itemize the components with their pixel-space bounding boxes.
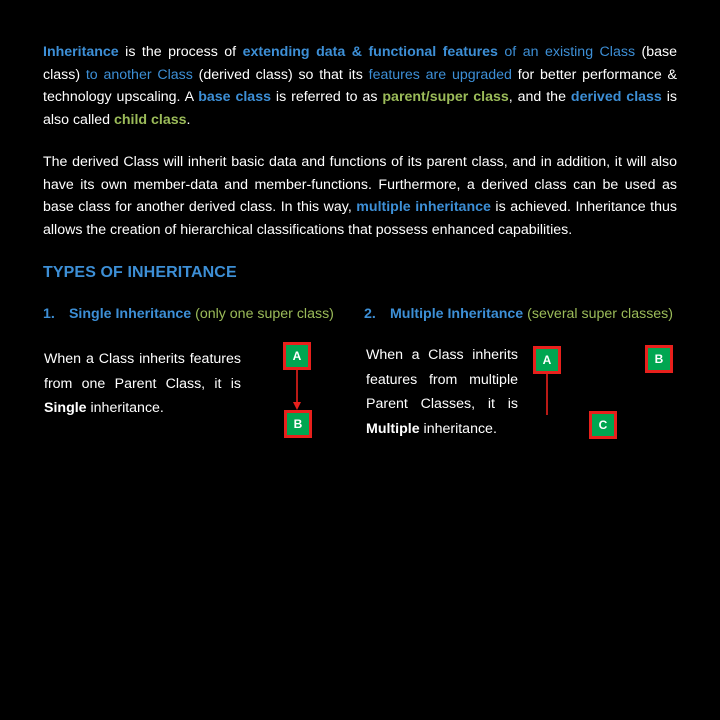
highlighted-text: parent/super class	[382, 89, 509, 106]
multiple-inheritance-description	[366, 343, 518, 441]
multiple-inheritance-note: (several super classes)	[523, 306, 673, 322]
multiple-inheritance-title	[364, 304, 673, 324]
single-desc-text: When a Class inherits features from one Parent Class, it is	[44, 351, 241, 392]
single-inheritance-number: 1.	[43, 306, 55, 322]
body-text: is referred to as	[270, 89, 383, 106]
highlighted-text: derived class	[570, 89, 662, 106]
multiple-desc-bold: Multiple	[366, 420, 420, 437]
multiple-inheritance-name: Multiple Inheritance	[389, 306, 524, 322]
highlighted-text: Inheritance	[43, 44, 119, 60]
single-inheritance-description	[44, 347, 241, 421]
highlighted-text: child class	[113, 112, 187, 129]
body-text: for better performance & technology upscaling. A	[43, 66, 677, 106]
multiple-class-b-node: B	[645, 345, 673, 373]
multiple-class-c-node: C	[589, 411, 617, 439]
highlighted-text: multiple inheritance	[356, 199, 491, 216]
highlighted-text: to another Class	[85, 66, 193, 83]
highlighted-text: base class	[198, 89, 271, 106]
multiple-desc-tail: inheritance.	[419, 420, 497, 437]
multiple-desc-text: When a Class inherits features from multiple Parent Classes, it is	[366, 347, 518, 412]
details-paragraph	[43, 151, 677, 242]
single-inheritance-name: Single Inheritance	[68, 306, 192, 322]
multiple-inheritance-number: 2.	[364, 306, 376, 322]
body-text: (derived class) so that its	[192, 66, 369, 83]
single-class-b-node: B	[284, 410, 312, 438]
body-text: is the process of	[118, 44, 243, 60]
types-heading: TYPES OF INHERITANCE	[43, 264, 237, 281]
body-text: .	[186, 112, 191, 129]
body-text: is also called	[43, 89, 677, 129]
highlighted-text: extending data & functional features	[242, 44, 498, 60]
body-text: (base class)	[43, 44, 678, 83]
single-inheritance-title	[43, 304, 334, 324]
single-class-a-node: A	[283, 342, 311, 370]
body-text: The derived Class will inherit basic data and functions of its parent class, and in addition, it will also have its own member-data and member-functions. Furthermore, a derived class can be used as base class for another derived class. In this way,	[43, 154, 677, 216]
body-text: is achieved. Inheritance thus allows the creation of hierarchical classifications that possess enhanced capabilities.	[43, 199, 677, 239]
highlighted-text: of an existing Class	[497, 44, 636, 60]
intro-paragraph	[43, 41, 677, 132]
single-inheritance-note: (only one super class)	[191, 306, 334, 322]
single-desc-bold: Single	[44, 400, 87, 416]
multiple-class-a-node: A	[533, 346, 561, 374]
highlighted-text: features are upgraded	[368, 66, 512, 83]
single-desc-tail: inheritance.	[86, 400, 164, 416]
body-text: , and the	[508, 89, 571, 106]
